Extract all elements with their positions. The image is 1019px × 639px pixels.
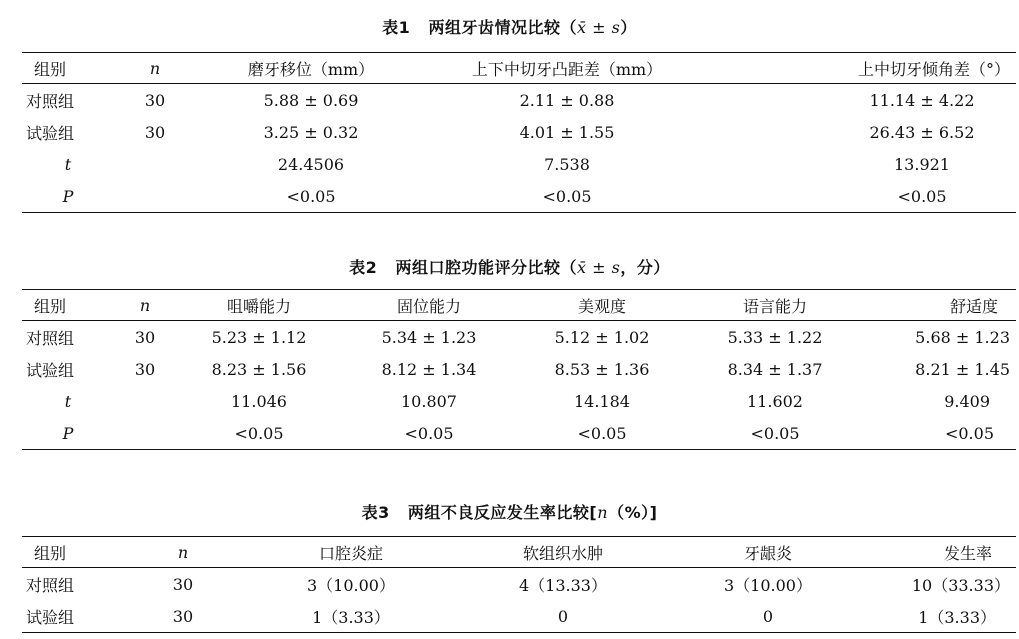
table2-caption-stat: x̄ ± s <box>577 258 621 277</box>
table2-header-row <box>22 290 1016 321</box>
table3-header-n: n <box>126 537 240 568</box>
table2-cell: <0.05 <box>404 423 454 443</box>
table-row <box>22 600 1016 633</box>
table2-cell: 8.23 ± 1.56 <box>211 359 307 379</box>
table1-cell: 24.4506 <box>277 154 345 174</box>
table2-cell: 5.34 ± 1.23 <box>381 327 477 347</box>
table3-caption-title: 两组不良反应发生率比较[ <box>407 503 598 522</box>
table-row <box>22 417 1016 450</box>
table3-cell: 1（3.33） <box>918 607 996 627</box>
table1-caption-stat: x̄ ± s <box>577 18 621 37</box>
table-row <box>22 148 1016 180</box>
table2-header-comfort: 舒适度 <box>862 290 1016 321</box>
table2-cell: 8.12 ± 1.34 <box>381 359 477 379</box>
table2-cell: 5.12 ± 1.02 <box>554 327 650 347</box>
table2-caption-title: 两组口腔功能评分比较（ <box>395 258 578 277</box>
table2-cell: 30 <box>134 359 156 379</box>
table1-cell: 5.88 ± 0.69 <box>263 90 359 110</box>
table1-cell: 4.01 ± 1.55 <box>519 122 615 142</box>
table1-cell <box>114 180 196 213</box>
table2-cell: 5.68 ± 1.23 <box>915 327 1010 347</box>
table2-cell: P <box>62 423 74 443</box>
table2 <box>22 289 1016 450</box>
table1-cell: <0.05 <box>542 186 592 206</box>
table2-cell: t <box>64 391 72 411</box>
table1-cell: 13.921 <box>894 154 950 174</box>
table3-header-gingivitis: 牙龈炎 <box>664 537 872 568</box>
table2-cell: 9.409 <box>944 391 990 411</box>
table2-cell: <0.05 <box>750 423 800 443</box>
table1-cell: 7.538 <box>544 154 590 174</box>
table1-cell: 30 <box>144 122 166 142</box>
table1-header-molar: 磨牙移位（mm） <box>196 53 426 84</box>
table2-header-chewing: 咀嚼能力 <box>176 290 342 321</box>
table1-caption-label: 表1 <box>382 18 411 37</box>
table3-cell: 对照组 <box>26 575 75 595</box>
table1-cell: t <box>64 154 72 174</box>
table-row <box>22 180 1016 213</box>
table3-cell: 10（33.33） <box>911 575 1010 595</box>
table1-header-angle: 上中切牙倾角差（°） <box>708 53 1016 84</box>
table2-cell: <0.05 <box>577 423 627 443</box>
table3-header-rate: 发生率 <box>872 537 1016 568</box>
table3-cell: 0 <box>557 606 569 626</box>
table-row <box>22 568 1016 601</box>
table1-cell: <0.05 <box>286 186 336 206</box>
table3-cell: 0 <box>762 606 774 626</box>
table-row <box>22 84 1016 117</box>
table1-caption <box>0 15 1019 38</box>
table2-cell: 10.807 <box>401 391 457 411</box>
table3-caption-label: 表3 <box>361 503 390 522</box>
table2-cell: 8.53 ± 1.36 <box>554 359 650 379</box>
table3-cell: 3（10.00） <box>724 575 812 595</box>
table2-cell: 11.046 <box>231 391 287 411</box>
table3-caption-stat: n <box>597 503 609 522</box>
table1-cell: 3.25 ± 0.32 <box>263 122 359 142</box>
table2-caption <box>0 255 1019 278</box>
table3-caption <box>0 500 1019 523</box>
table1 <box>22 52 1016 213</box>
table3-caption-close: （%）] <box>608 503 658 522</box>
table2-header-group: 组别 <box>22 290 114 321</box>
table3-header-row <box>22 537 1016 568</box>
table-row <box>22 353 1016 385</box>
table1-cell: 26.43 ± 6.52 <box>869 122 975 142</box>
table1-cell: 30 <box>144 90 166 110</box>
table1-cell: 试验组 <box>26 123 75 143</box>
table2-cell: 8.34 ± 1.37 <box>727 359 823 379</box>
table2-cell: 8.21 ± 1.45 <box>915 359 1010 379</box>
table3-cell: 4（13.33） <box>519 575 607 595</box>
table3-cell: 30 <box>172 606 194 626</box>
table1-cell <box>114 148 196 180</box>
table2-header-speech: 语言能力 <box>688 290 862 321</box>
table3-header-group: 组别 <box>22 537 126 568</box>
table2-cell: 14.184 <box>574 391 630 411</box>
table1-cell: 对照组 <box>26 91 75 111</box>
table1-header-group: 组别 <box>22 53 114 84</box>
table2-cell: 对照组 <box>26 328 75 348</box>
table-row <box>22 116 1016 148</box>
table2-header-retention: 固位能力 <box>342 290 516 321</box>
table1-caption-title: 两组牙齿情况比较（ <box>428 18 578 37</box>
table1-cell: <0.05 <box>897 186 947 206</box>
table3-cell: 3（10.00） <box>307 575 395 595</box>
table3-cell: 30 <box>172 574 194 594</box>
table1-cell: 11.14 ± 4.22 <box>869 90 975 110</box>
table1-caption-close: ） <box>620 18 637 37</box>
table2-header-aesthetics: 美观度 <box>516 290 688 321</box>
table1-header-row <box>22 53 1016 84</box>
table2-header-n: n <box>114 290 176 321</box>
table3-header-edema: 软组织水肿 <box>462 537 664 568</box>
table3-cell: 1（3.33） <box>312 607 390 627</box>
table2-cell: 5.33 ± 1.22 <box>727 327 823 347</box>
table1-cell: 2.11 ± 0.88 <box>519 90 615 110</box>
table-row <box>22 385 1016 417</box>
table1-header-n: n <box>114 53 196 84</box>
table2-cell: 试验组 <box>26 360 75 380</box>
table1-cell: P <box>62 186 74 206</box>
table2-cell: <0.05 <box>234 423 284 443</box>
table2-caption-close: ，分） <box>620 258 670 277</box>
table3-header-inflammation: 口腔炎症 <box>240 537 462 568</box>
table2-cell <box>114 385 176 417</box>
table2-cell <box>114 417 176 450</box>
table2-cell: 5.23 ± 1.12 <box>211 327 307 347</box>
table2-cell: 30 <box>134 327 156 347</box>
table1-header-overjet: 上下中切牙凸距差（mm） <box>426 53 708 84</box>
table3 <box>22 536 1016 633</box>
table-row <box>22 321 1016 354</box>
table2-cell: 11.602 <box>747 391 803 411</box>
table2-caption-label: 表2 <box>349 258 378 277</box>
table2-cell: <0.05 <box>944 423 994 443</box>
table3-cell: 试验组 <box>26 607 75 627</box>
